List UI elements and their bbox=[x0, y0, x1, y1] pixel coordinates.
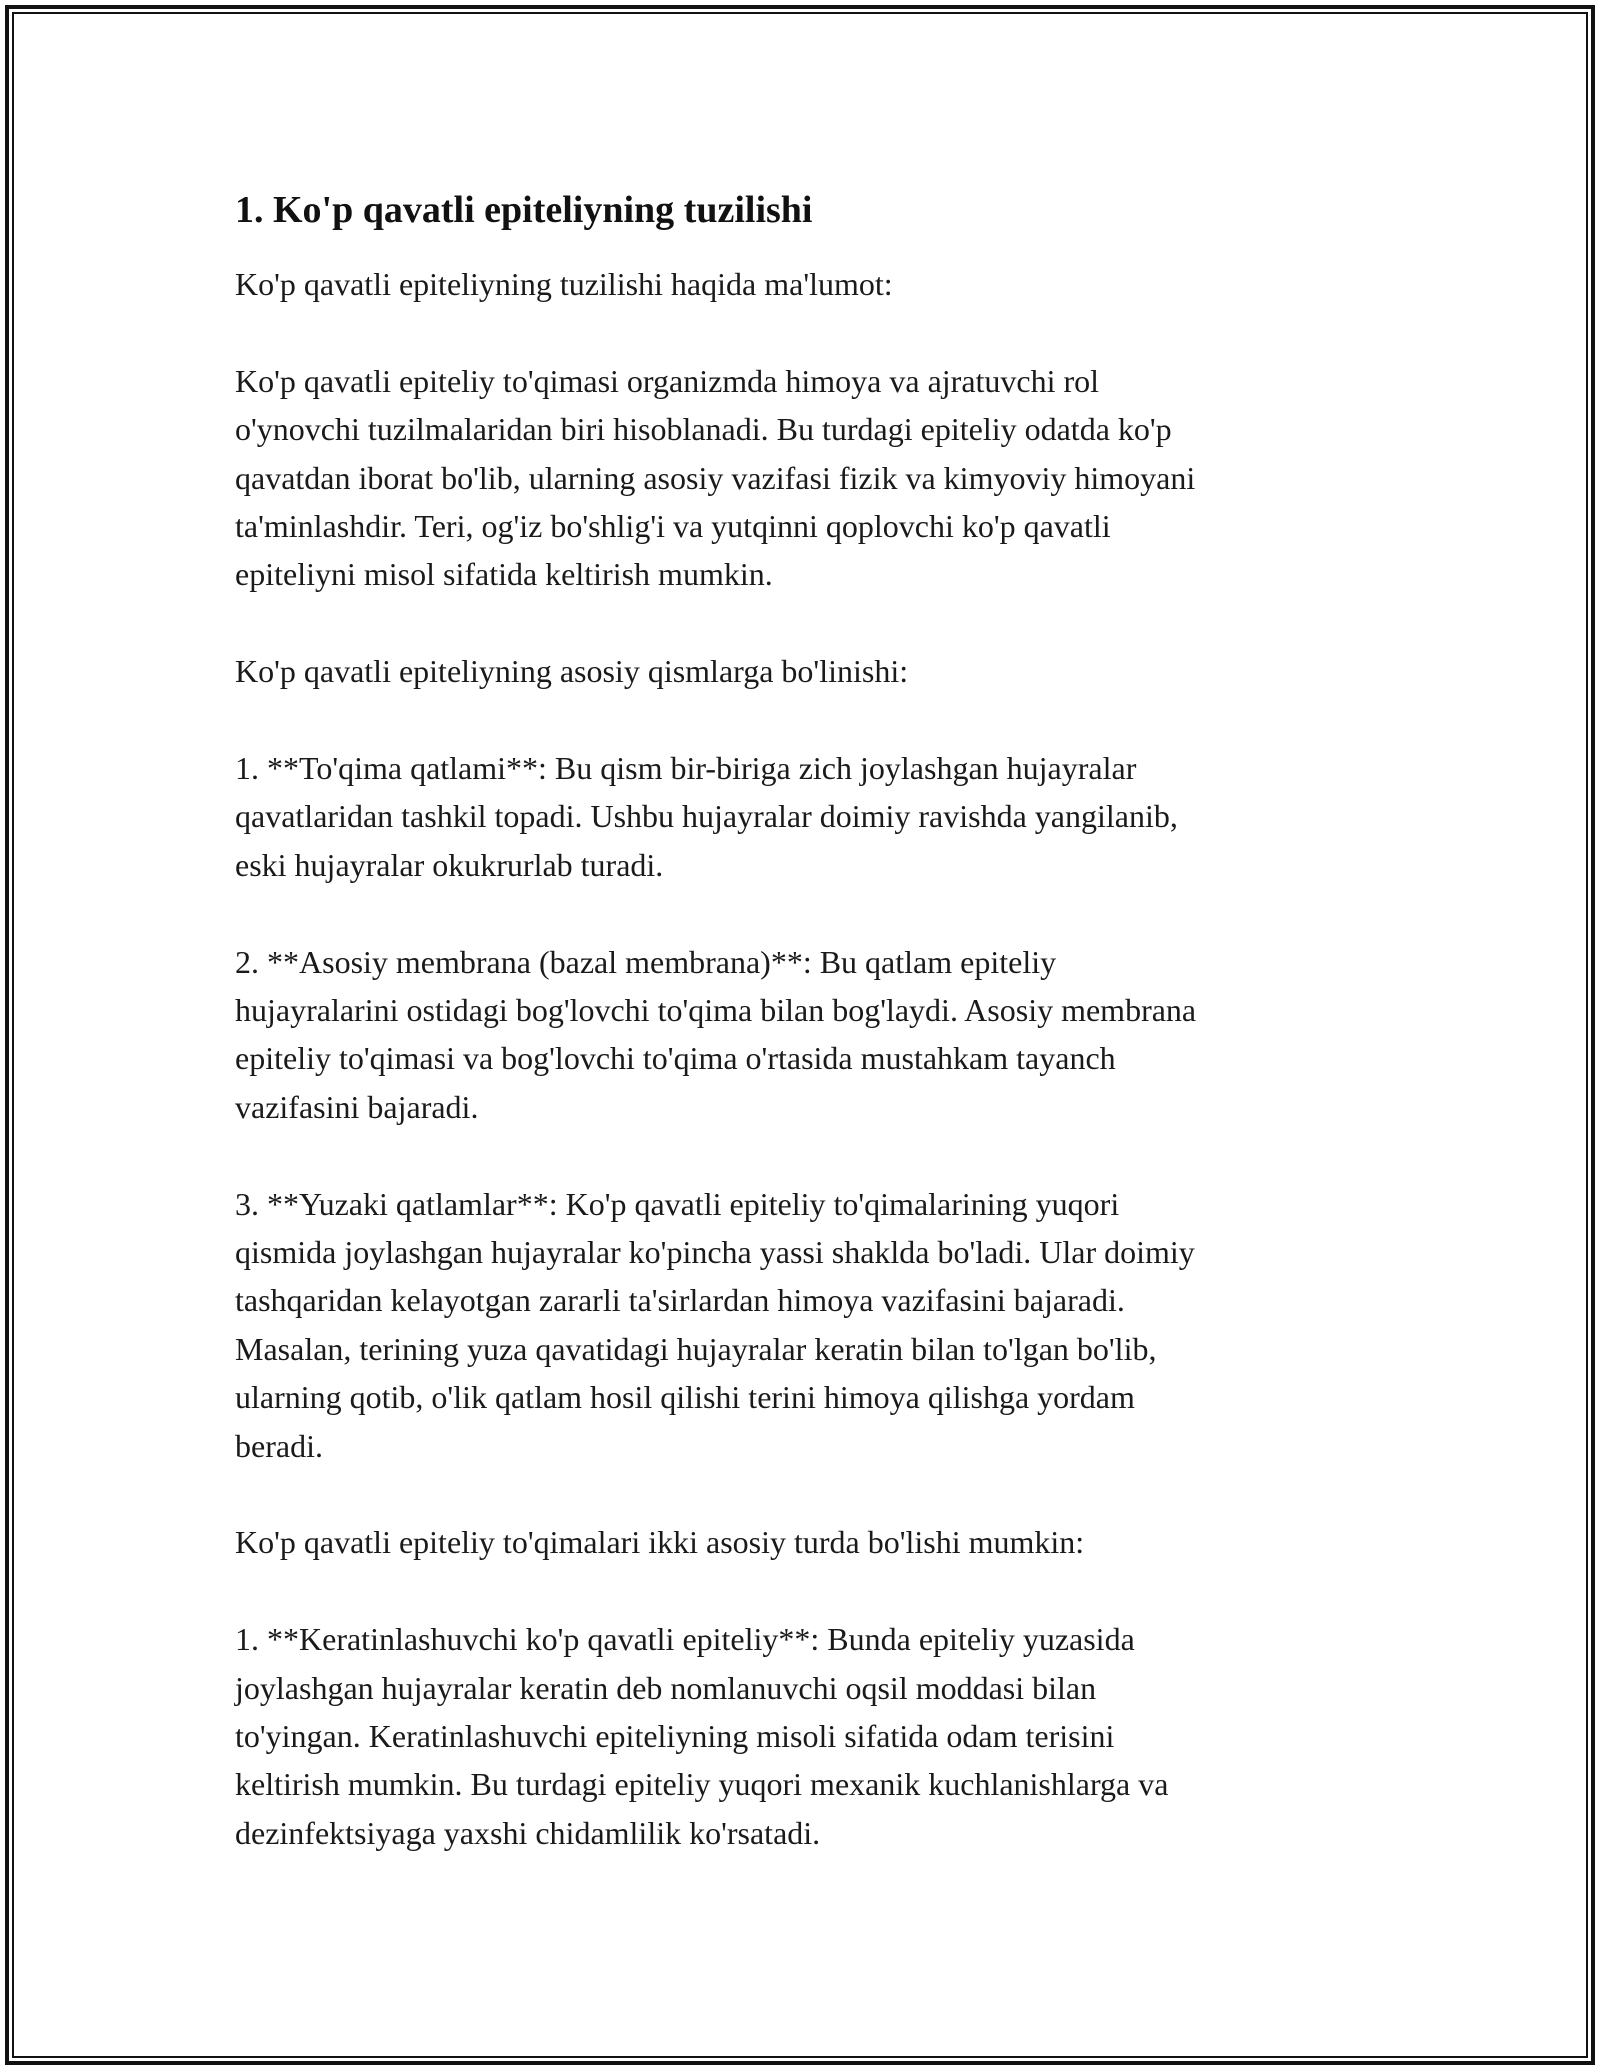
description-paragraph: Ko'p qavatli epiteliy to'qimasi organizmda himoya va ajratuvchi rol o'ynovchi tuzilmalaridan biri hisoblanadi. Bu turdagi epiteliy odatda ko'p qavatdan iborat bo'lib, ularning asosiy vazifasi fizik va kimyoviy himoyani ta'minlashdir. Teri, og'iz bo'shlig'i va yutqinni qoplovchi ko'p qavatli epiteliyni misol sifatida keltirish mumkin. bbox=[235, 362, 1196, 593]
parts-heading-paragraph: Ko'p qavatli epiteliyning asosiy qismlarga bo'linishi: bbox=[235, 653, 909, 690]
list-item-surface-layers: 3. **Yuzaki qatlamlar**: Ko'p qavatli epiteliy to'qimalarining yuqori qismida joylashgan hujayralar ko'pincha yassi shaklda bo'ladi. Ular doimiy tashqaridan kelayotgan zararli ta'sirlardan himoya vazifasini bajaradi. Masalan, terining yuza qavatidagi hujayralar keratin bilan to'lgan bo'lib, ularning qotib, o'lik qatlam hosil qilishi terini himoya qilishga yordam beradi. bbox=[235, 1185, 1195, 1464]
document-body bbox=[235, 186, 1375, 1857]
list-item-tissue-layer: 1. **To'qima qatlami**: Bu qism bir-biriga zich joylashgan hujayralar qavatlaridan tashkil topadi. Ushbu hujayralar doimiy ravishda yangilanib, eski hujayralar okukrurlab turadi. bbox=[235, 750, 1178, 883]
types-heading-paragraph: Ko'p qavatli epiteliy to'qimalari ikki asosiy turda bo'lishi mumkin: bbox=[235, 1524, 1085, 1561]
list-item-basal-membrane: 2. **Asosiy membrana (bazal membrana)**: Bu qatlam epiteliy hujayralarini ostidagi bog'lovchi to'qima bilan bog'laydi. Asosiy membrana epiteliy to'qimasi va bog'lovchi to'qima o'rtasida mustahkam tayanch vazifasini bajaradi. bbox=[235, 943, 1197, 1125]
page-title: 1. Ko'p qavatli epiteliyning tuzilishi bbox=[235, 189, 813, 231]
list-item-keratinizing: 1. **Keratinlashuvchi ko'p qavatli epiteliy**: Bunda epiteliy yuzasida joylashgan hujayralar keratin deb nomlanuvchi oqsil moddasi bilan to'yingan. Keratinlashuvchi epiteliyning misoli sifatida odam terisini keltirish mumkin. Bu turdagi epiteliy yuqori mexanik kuchlanishlarga va dezinfektsiyaga yaxshi chidamlilik ko'rsatadi. bbox=[235, 1621, 1169, 1851]
intro-paragraph: Ko'p qavatli epiteliyning tuzilishi haqida ma'lumot: bbox=[235, 266, 893, 302]
